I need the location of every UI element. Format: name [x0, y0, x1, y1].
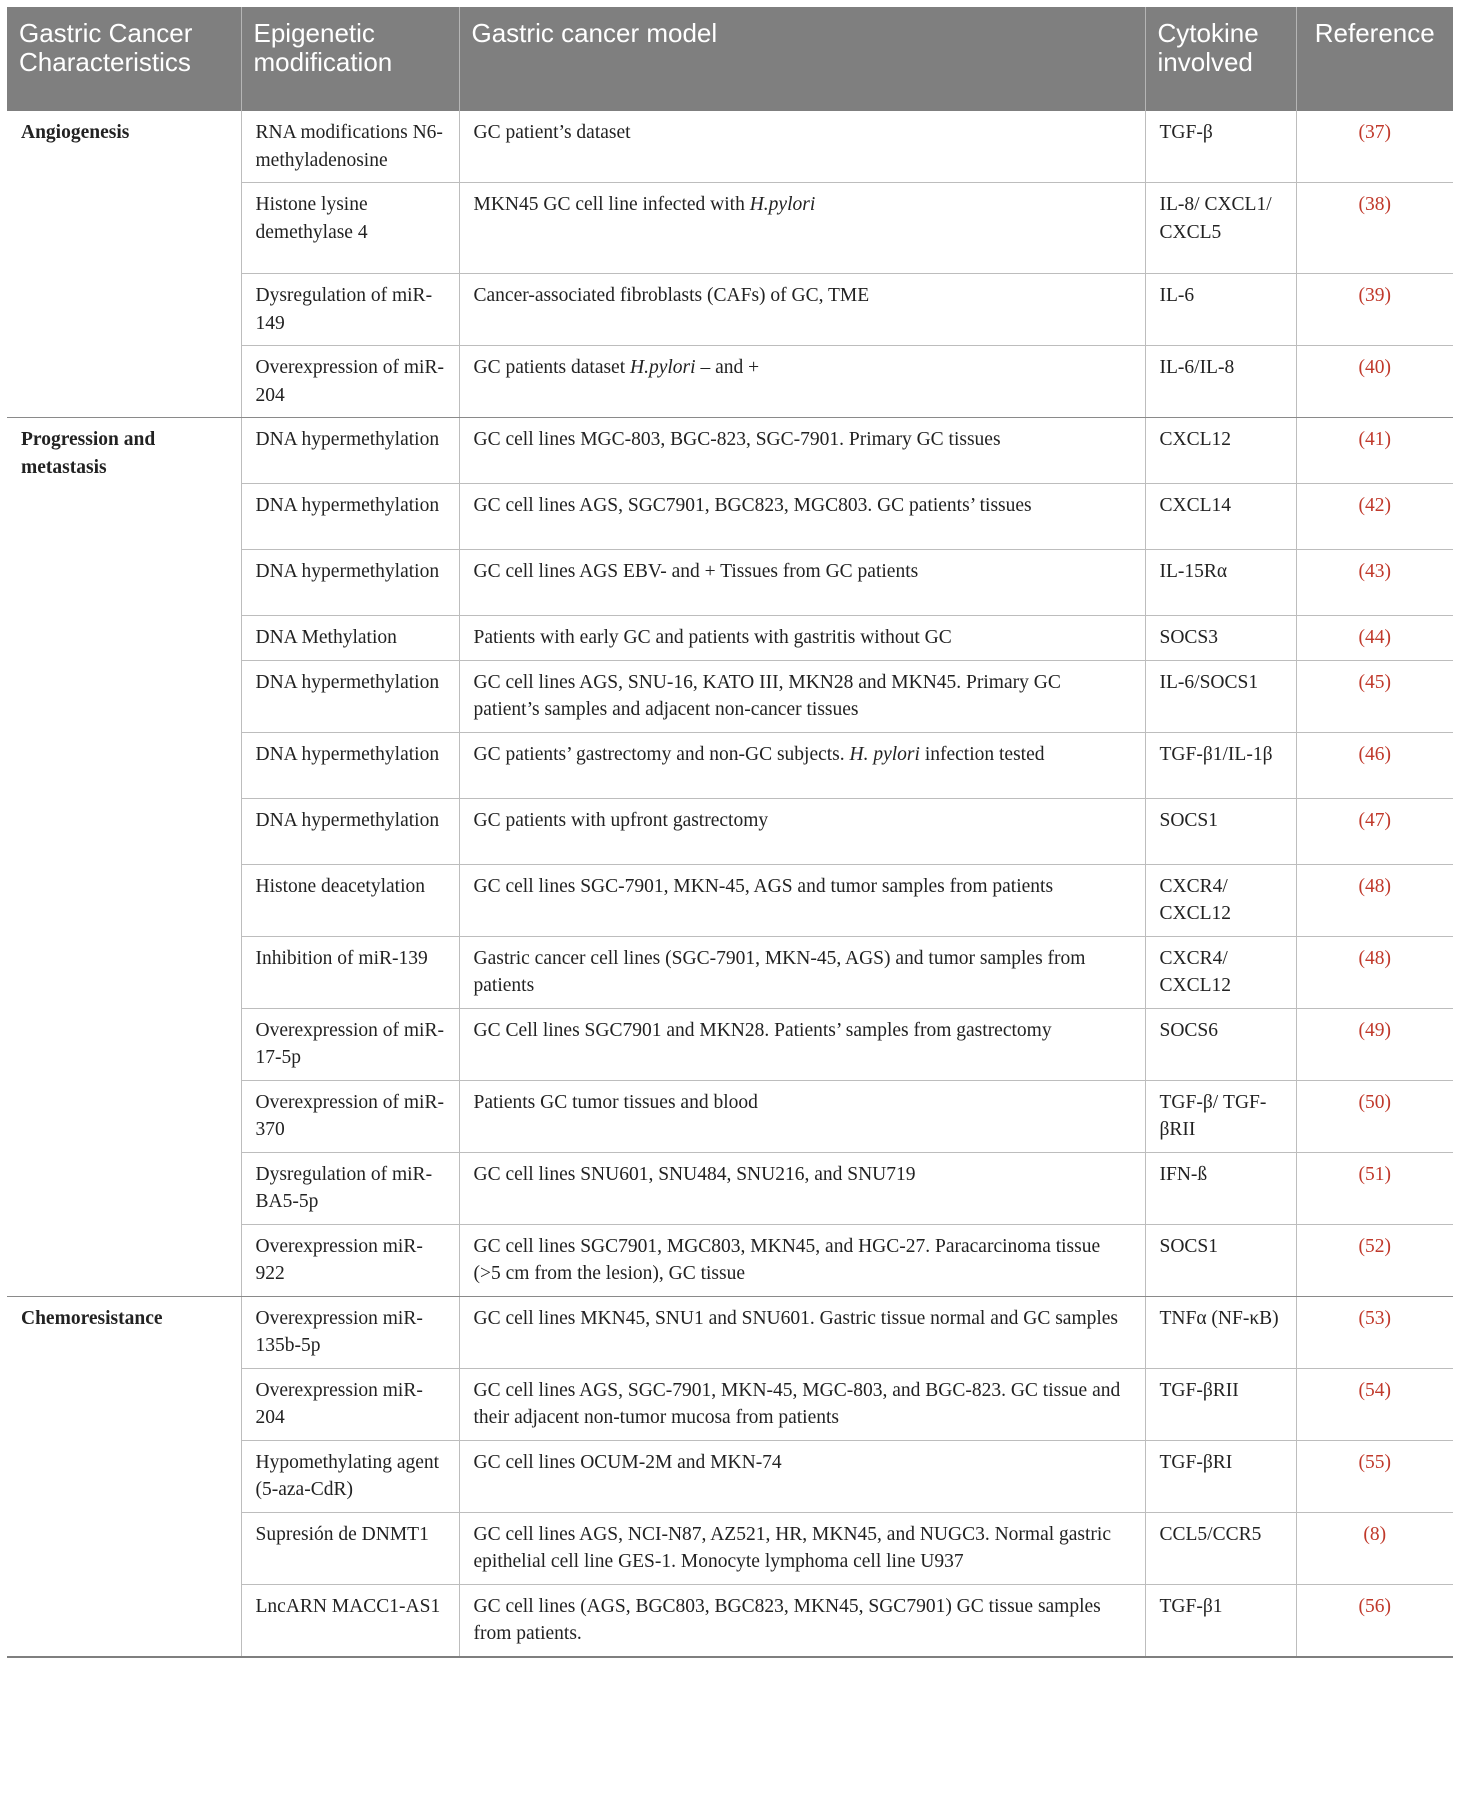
- cell-cytokine: SOCS1: [1145, 798, 1296, 864]
- cell-cytokine: CXCL14: [1145, 484, 1296, 550]
- cell-gastric-cancer-model: GC Cell lines SGC7901 and MKN28. Patients’ samples from gastrectomy: [459, 1008, 1145, 1080]
- reference-number: 49: [1365, 1019, 1385, 1041]
- reference-close-paren: ): [1384, 1595, 1391, 1617]
- cell-reference: [1296, 550, 1453, 616]
- reference-close-paren: ): [1384, 429, 1391, 450]
- reference-open-paren: (: [1358, 671, 1365, 693]
- cell-reference: [1296, 864, 1453, 936]
- reference-open-paren: (: [1358, 947, 1365, 969]
- reference-close-paren: ): [1384, 809, 1391, 831]
- cell-reference: [1296, 1152, 1453, 1224]
- cell-reference: [1296, 274, 1453, 346]
- header-cytokine: Cytokine involved: [1145, 7, 1296, 111]
- reference-number: 52: [1365, 1235, 1385, 1257]
- cell-epigenetic-modification: DNA hypermethylation: [241, 798, 459, 864]
- cell-gastric-cancer-model: GC cell lines MKN45, SNU1 and SNU601. Gastric tissue normal and GC samples: [459, 1296, 1145, 1368]
- reference-open-paren: (: [1358, 809, 1365, 831]
- reference-close-paren: ): [1384, 947, 1391, 969]
- table-row: [7, 111, 1453, 183]
- cell-reference: [1296, 936, 1453, 1008]
- reference-close-paren: ): [1384, 194, 1391, 215]
- reference-open-paren: (: [1358, 1163, 1365, 1185]
- cell-cytokine: IFN-ß: [1145, 1152, 1296, 1224]
- cell-cytokine: CXCL12: [1145, 418, 1296, 484]
- cell-cytokine: TGF-β1: [1145, 1584, 1296, 1657]
- reference-open-paren: (: [1358, 1595, 1365, 1617]
- cell-epigenetic-modification: DNA Methylation: [241, 616, 459, 661]
- cell-epigenetic-modification: Inhibition of miR-139: [241, 936, 459, 1008]
- cell-cytokine: IL-6/IL-8: [1145, 346, 1296, 418]
- cell-cytokine: CCL5/CCR5: [1145, 1512, 1296, 1584]
- reference-number: 56: [1365, 1595, 1385, 1617]
- reference-close-paren: ): [1384, 1235, 1391, 1257]
- table-row: [7, 1296, 1453, 1368]
- cell-gastric-cancer-model: GC cell lines AGS, SNU-16, KATO III, MKN28 and MKN45. Primary GC patient’s samples and adjacent non-cancer tissues: [459, 660, 1145, 732]
- reference-number: 37: [1365, 122, 1385, 143]
- cell-cytokine: IL-8/ CXCL1/ CXCL5: [1145, 183, 1296, 274]
- cell-epigenetic-modification: RNA modifications N6-methyladenosine: [241, 111, 459, 183]
- reference-number: 46: [1365, 743, 1385, 765]
- cell-gastric-cancer-model: Cancer-associated fibroblasts (CAFs) of GC, TME: [459, 274, 1145, 346]
- cell-epigenetic-modification: DNA hypermethylation: [241, 484, 459, 550]
- cell-gastric-cancer-model: GC patients with upfront gastrectomy: [459, 798, 1145, 864]
- reference-close-paren: ): [1384, 671, 1391, 693]
- reference-open-paren: (: [1358, 1235, 1365, 1257]
- reference-close-paren: ): [1384, 743, 1391, 765]
- reference-close-paren: ): [1384, 1379, 1391, 1401]
- epigenetic-cytokine-table: [7, 7, 1453, 1658]
- table-row: [7, 418, 1453, 484]
- cell-reference: [1296, 1440, 1453, 1512]
- reference-number: 53: [1365, 1307, 1385, 1329]
- reference-open-paren: (: [1358, 627, 1365, 648]
- cell-reference: [1296, 1368, 1453, 1440]
- reference-number: 44: [1365, 627, 1385, 648]
- cell-gastric-cancer-model: GC cell lines SGC7901, MGC803, MKN45, and HGC-27. Paracarcinoma tissue (>5 cm from the lesion), GC tissue: [459, 1224, 1145, 1296]
- cell-reference: [1296, 484, 1453, 550]
- reference-open-paren: (: [1358, 495, 1365, 516]
- cell-cytokine: TGF-β: [1145, 111, 1296, 183]
- table-container: [7, 7, 1453, 1658]
- cell-gastric-cancer-model: GC cell lines AGS, NCI-N87, AZ521, HR, MKN45, and NUGC3. Normal gastric epithelial cell line GES-1. Monocyte lymphoma cell line U937: [459, 1512, 1145, 1584]
- reference-open-paren: (: [1358, 357, 1365, 378]
- cell-gastric-cancer-model: [459, 183, 1145, 274]
- reference-close-paren: ): [1384, 1307, 1391, 1329]
- cell-reference: [1296, 660, 1453, 732]
- cell-epigenetic-modification: DNA hypermethylation: [241, 550, 459, 616]
- cell-reference: [1296, 798, 1453, 864]
- cell-cytokine: TNFα (NF-κB): [1145, 1296, 1296, 1368]
- model-text: – and +: [695, 357, 760, 378]
- reference-number: 45: [1365, 671, 1385, 693]
- cell-cytokine: IL-15Rα: [1145, 550, 1296, 616]
- cell-reference: [1296, 418, 1453, 484]
- cell-epigenetic-modification: Histone lysine demethylase 4: [241, 183, 459, 274]
- reference-open-paren: (: [1358, 743, 1365, 765]
- reference-number: 8: [1369, 1523, 1380, 1545]
- cell-epigenetic-modification: Supresión de DNMT1: [241, 1512, 459, 1584]
- reference-close-paren: ): [1384, 495, 1391, 516]
- cell-gastric-cancer-model: Patients with early GC and patients with gastritis without GC: [459, 616, 1145, 661]
- cell-reference: [1296, 1008, 1453, 1080]
- reference-close-paren: ): [1379, 1523, 1387, 1545]
- model-text: infection tested: [919, 743, 1045, 765]
- reference-open-paren: (: [1358, 194, 1365, 215]
- cell-cytokine: IL-6: [1145, 274, 1296, 346]
- reference-open-paren: (: [1358, 285, 1365, 306]
- reference-open-paren: (: [1363, 1523, 1370, 1545]
- cell-epigenetic-modification: Hypomethylating agent (5-aza-CdR): [241, 1440, 459, 1512]
- cell-cytokine: IL-6/SOCS1: [1145, 660, 1296, 732]
- cell-reference: [1296, 1080, 1453, 1152]
- cell-gastric-cancer-model: GC cell lines AGS, SGC7901, BGC823, MGC803. GC patients’ tissues: [459, 484, 1145, 550]
- reference-close-paren: ): [1384, 561, 1391, 582]
- reference-number: 47: [1365, 809, 1385, 831]
- cell-reference: [1296, 1224, 1453, 1296]
- cell-epigenetic-modification: DNA hypermethylation: [241, 418, 459, 484]
- header-epigenetic-modification: Epigenetic modification: [241, 7, 459, 111]
- cell-gastric-cancer-model: GC cell lines MGC-803, BGC-823, SGC-7901. Primary GC tissues: [459, 418, 1145, 484]
- group-label: Progression and metastasis: [7, 418, 241, 1297]
- reference-open-paren: (: [1358, 1091, 1365, 1113]
- cell-epigenetic-modification: Histone deacetylation: [241, 864, 459, 936]
- group-label: Angiogenesis: [7, 111, 241, 418]
- reference-number: 42: [1365, 495, 1385, 516]
- reference-close-paren: ): [1384, 1451, 1391, 1473]
- cell-gastric-cancer-model: GC cell lines OCUM-2M and MKN-74: [459, 1440, 1145, 1512]
- header-gastric-cancer-model: Gastric cancer model: [459, 7, 1145, 111]
- cell-epigenetic-modification: LncARN MACC1-AS1: [241, 1584, 459, 1657]
- group-label: Chemoresistance: [7, 1296, 241, 1657]
- cell-reference: [1296, 732, 1453, 798]
- cell-reference: [1296, 346, 1453, 418]
- cell-reference: [1296, 1512, 1453, 1584]
- reference-number: 48: [1365, 875, 1385, 897]
- cell-gastric-cancer-model: GC cell lines (AGS, BGC803, BGC823, MKN45, SGC7901) GC tissue samples from patients.: [459, 1584, 1145, 1657]
- model-italic-text: H. pylori: [849, 743, 920, 765]
- cell-reference: [1296, 1584, 1453, 1657]
- reference-number: 43: [1365, 561, 1385, 582]
- cell-epigenetic-modification: Overexpression miR-135b-5p: [241, 1296, 459, 1368]
- cell-epigenetic-modification: Overexpression miR-922: [241, 1224, 459, 1296]
- cell-cytokine: SOCS6: [1145, 1008, 1296, 1080]
- cell-reference: [1296, 616, 1453, 661]
- header-characteristics: Gastric Cancer Characteristics: [7, 7, 241, 111]
- reference-number: 50: [1365, 1091, 1385, 1113]
- cell-cytokine: CXCR4/ CXCL12: [1145, 864, 1296, 936]
- reference-open-paren: (: [1358, 429, 1365, 450]
- reference-number: 41: [1365, 429, 1385, 450]
- model-italic-text: H.pylori: [630, 357, 696, 378]
- model-italic-text: H.pylori: [749, 194, 816, 215]
- cell-cytokine: CXCR4/ CXCL12: [1145, 936, 1296, 1008]
- reference-open-paren: (: [1358, 875, 1365, 897]
- cell-gastric-cancer-model: Gastric cancer cell lines (SGC-7901, MKN-45, AGS) and tumor samples from patients: [459, 936, 1145, 1008]
- cell-cytokine: SOCS3: [1145, 616, 1296, 661]
- reference-number: 39: [1365, 285, 1385, 306]
- cell-gastric-cancer-model: Patients GC tumor tissues and blood: [459, 1080, 1145, 1152]
- cell-epigenetic-modification: Dysregulation of miR-149: [241, 274, 459, 346]
- reference-close-paren: ): [1384, 285, 1391, 306]
- cell-epigenetic-modification: Overexpression of miR-204: [241, 346, 459, 418]
- model-text: GC patients’ gastrectomy and non-GC subjects.: [473, 743, 850, 765]
- cell-reference: [1296, 183, 1453, 274]
- reference-open-paren: (: [1358, 1379, 1365, 1401]
- cell-cytokine: TGF-βRII: [1145, 1368, 1296, 1440]
- reference-open-paren: (: [1358, 561, 1365, 582]
- reference-open-paren: (: [1358, 1019, 1365, 1041]
- reference-number: 51: [1365, 1163, 1385, 1185]
- reference-close-paren: ): [1384, 1019, 1391, 1041]
- cell-gastric-cancer-model: GC cell lines SGC-7901, MKN-45, AGS and tumor samples from patients: [459, 864, 1145, 936]
- cell-cytokine: TGF-β1/IL-1β: [1145, 732, 1296, 798]
- reference-number: 54: [1365, 1379, 1385, 1401]
- cell-cytokine: TGF-β/ TGF-βRII: [1145, 1080, 1296, 1152]
- reference-number: 48: [1365, 947, 1385, 969]
- cell-epigenetic-modification: Overexpression of miR-370: [241, 1080, 459, 1152]
- header-row: [7, 7, 1453, 111]
- cell-cytokine: SOCS1: [1145, 1224, 1296, 1296]
- reference-close-paren: ): [1384, 122, 1391, 143]
- reference-open-paren: (: [1358, 122, 1365, 143]
- cell-gastric-cancer-model: [459, 346, 1145, 418]
- reference-close-paren: ): [1384, 875, 1391, 897]
- cell-reference: [1296, 1296, 1453, 1368]
- reference-close-paren: ): [1384, 627, 1391, 648]
- cell-reference: [1296, 111, 1453, 183]
- reference-number: 38: [1365, 194, 1385, 215]
- cell-cytokine: TGF-βRI: [1145, 1440, 1296, 1512]
- reference-open-paren: (: [1358, 1307, 1365, 1329]
- table-body: [7, 111, 1453, 1657]
- reference-number: 40: [1365, 357, 1385, 378]
- cell-epigenetic-modification: Overexpression of miR-17-5p: [241, 1008, 459, 1080]
- cell-epigenetic-modification: Dysregulation of miR-BA5-5p: [241, 1152, 459, 1224]
- header-reference: Reference: [1296, 7, 1453, 111]
- reference-close-paren: ): [1384, 1163, 1391, 1185]
- cell-gastric-cancer-model: GC cell lines SNU601, SNU484, SNU216, and SNU719: [459, 1152, 1145, 1224]
- cell-gastric-cancer-model: [459, 732, 1145, 798]
- cell-gastric-cancer-model: GC cell lines AGS, SGC-7901, MKN-45, MGC-803, and BGC-823. GC tissue and their adjacent non-tumor mucosa from patients: [459, 1368, 1145, 1440]
- model-text: MKN45 GC cell line infected with: [473, 194, 750, 215]
- cell-gastric-cancer-model: GC patient’s dataset: [459, 111, 1145, 183]
- model-text: GC patients dataset: [473, 357, 631, 378]
- cell-epigenetic-modification: DNA hypermethylation: [241, 732, 459, 798]
- reference-open-paren: (: [1358, 1451, 1365, 1473]
- cell-epigenetic-modification: Overexpression miR-204: [241, 1368, 459, 1440]
- reference-number: 55: [1365, 1451, 1385, 1473]
- cell-epigenetic-modification: DNA hypermethylation: [241, 660, 459, 732]
- reference-close-paren: ): [1384, 1091, 1391, 1113]
- cell-gastric-cancer-model: GC cell lines AGS EBV- and + Tissues from GC patients: [459, 550, 1145, 616]
- reference-close-paren: ): [1384, 357, 1391, 378]
